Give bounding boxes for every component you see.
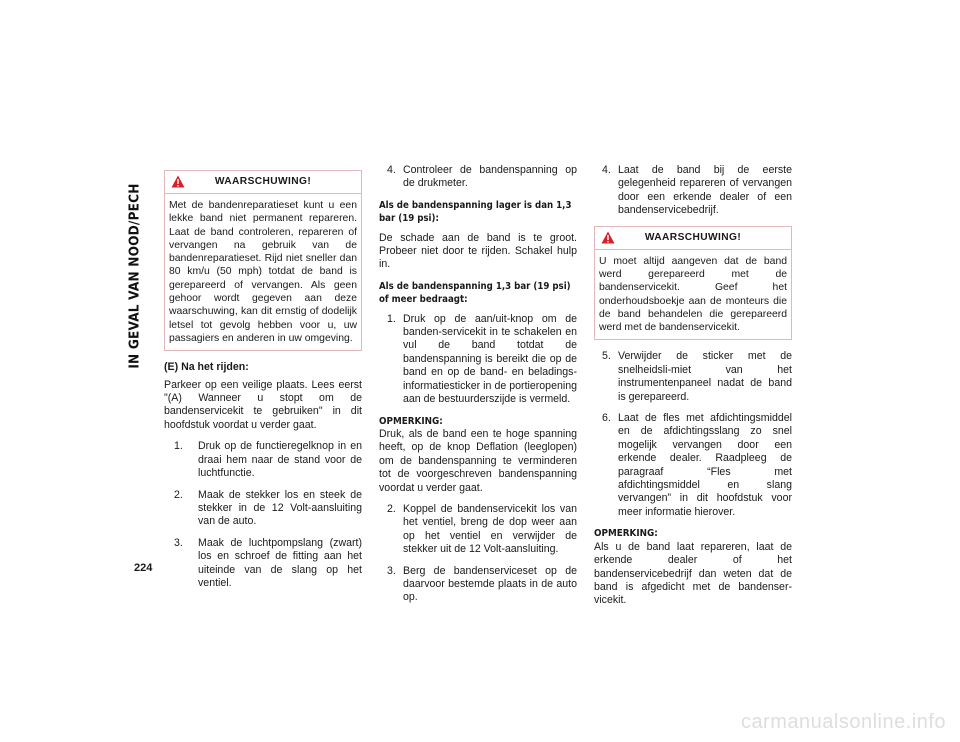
item-number: 1. bbox=[174, 440, 183, 453]
note-text: Als u de band laat repareren, laat de erkende dealer of het bandenservicebedrijf dan weten dat de band is afgedicht met de bandenser-vicekit. bbox=[594, 540, 792, 607]
column-1 bbox=[164, 164, 362, 598]
list-item bbox=[379, 565, 577, 605]
note bbox=[594, 527, 792, 607]
item-number: 2. bbox=[174, 488, 183, 501]
warning-triangle-icon bbox=[171, 175, 185, 188]
condition-text: De schade aan de band is te groot. Probeer niet door te rijden. Schakel hulp in. bbox=[379, 231, 577, 271]
list-item bbox=[379, 164, 577, 191]
item-number: 3. bbox=[387, 564, 396, 577]
list-item bbox=[594, 412, 792, 519]
list-item bbox=[164, 489, 362, 529]
note-label: OPMERKING: bbox=[594, 528, 658, 540]
item-number: 6. bbox=[602, 412, 611, 425]
side-tab bbox=[124, 160, 146, 392]
item-number: 2. bbox=[387, 502, 396, 515]
warning-triangle-icon bbox=[601, 231, 615, 244]
watermark: carmanualsonline.info bbox=[740, 711, 946, 733]
item-number: 4. bbox=[387, 164, 396, 176]
column-2 bbox=[379, 164, 577, 613]
note-label: OPMERKING: bbox=[379, 415, 443, 427]
condition-heading: Als de bandenspanning lager is dan 1,3 bar (19 psi): bbox=[379, 199, 572, 225]
item-text: Druk op de aan/uit-knop om de banden-servicekit in te schakelen en vul de band totdat de bandenspanning is bereikt die op de band en op de band- en beladings-informatiesticker in de portieropening aan de bestuurderszijde is vermeld. bbox=[403, 312, 577, 406]
item-number: 1. bbox=[387, 312, 396, 325]
warning-text: Met de bandenreparatieset kunt u een lekke band niet permanent repareren. Laat de band controleren, repareren of vervangen na gebruik van de bandenreparatieset. Rijd niet sneller dan 80 km/u (50 mph) totdat de band is gerepareerd of vervangen. Als geen gehoor wordt gegeven aan deze waarschuwing, kan dit ernstig of dodelijk letsel tot gevolg hebben voor u, uw passagiers en anderen in uw omgeving. bbox=[169, 200, 357, 344]
warning-title: WAARSCHUWING! bbox=[214, 176, 312, 188]
note bbox=[379, 415, 577, 495]
item-text: Laat de band bij de eerste gelegenheid repareren of vervangen door een erkende dealer of een bandenservicebedrijf. bbox=[618, 164, 792, 217]
note-text: Druk, als de band een te hoge spanning heeft, op de knop Deflation (leeglopen) om de bandenspanning te verminderen tot de voorgeschreven bandenspanning voordat u verder gaat. bbox=[379, 427, 577, 494]
condition-heading: Als de bandenspanning 1,3 bar (19 psi) of meer bedraagt: bbox=[379, 280, 571, 306]
item-text: Maak de stekker los en steek de stekker in de 12 Volt-aansluiting van de auto. bbox=[198, 488, 362, 528]
warning-title: WAARSCHUWING! bbox=[644, 231, 742, 243]
list-item bbox=[164, 440, 362, 480]
column-3 bbox=[594, 164, 792, 616]
list-item bbox=[164, 537, 362, 591]
item-text: Laat de fles met afdichtingsmiddel en de afdichtingsslang zo snel mogelijk vervangen door een erkende dealer. Raadpleeg de paragraaf “Fles met afdichtingsmiddel en slang vervangen” in dit hoofdstuk voor meer informatie hierover. bbox=[618, 412, 792, 518]
item-text: Controleer de bandenspanning op de drukmeter. bbox=[403, 164, 577, 190]
item-text: Verwijder de sticker met de snelheidsli-miet van het instrumentenpaneel nadat de band is gerepareerd. bbox=[618, 350, 792, 403]
list-item bbox=[379, 503, 577, 557]
intro-paragraph: Parkeer op een veilige plaats. Lees eerst "(A) Wanneer u stopt om de bandenservicekit te gebruiken" in dit hoofdstuk voordat u verder gaat. bbox=[164, 378, 362, 431]
section-heading: (E) Na het rijden: bbox=[164, 361, 249, 374]
list-item bbox=[379, 313, 577, 407]
item-number: 4. bbox=[602, 164, 611, 176]
side-tab-label: IN GEVAL VAN NOOD/PECH bbox=[127, 183, 143, 369]
page-number: 224 bbox=[134, 562, 153, 574]
warning-box bbox=[594, 226, 792, 341]
item-text: Berg de bandenserviceset op de daarvoor bestemde plaats in de auto op. bbox=[403, 564, 577, 604]
item-text: Maak de luchtpompslang (zwart) los en schroef de fitting aan het uiteinde van de slang op het ventiel. bbox=[198, 536, 362, 589]
warning-header bbox=[595, 227, 791, 250]
warning-text: U moet altijd aangeven dat de band werd gerepareerd met de bandenservicekit. Geef het onderhoudsboekje aan de monteurs die de band behandelen die gerepareerd werd met de bandenservicekit. bbox=[599, 255, 787, 334]
list-item bbox=[594, 350, 792, 404]
warning-box bbox=[164, 170, 362, 351]
item-text: Druk op de functieregelknop in en draai hem naar de stand voor de luchtfunctie. bbox=[198, 440, 362, 480]
warning-header bbox=[165, 171, 361, 194]
list-item bbox=[594, 164, 792, 218]
item-number: 3. bbox=[174, 536, 183, 549]
item-text: Koppel de bandenservicekit los van het ventiel, breng de dop weer aan op het ventiel en verwijder de stekker uit de 12 Volt-aansluiting. bbox=[403, 502, 577, 556]
item-number: 5. bbox=[602, 350, 611, 363]
